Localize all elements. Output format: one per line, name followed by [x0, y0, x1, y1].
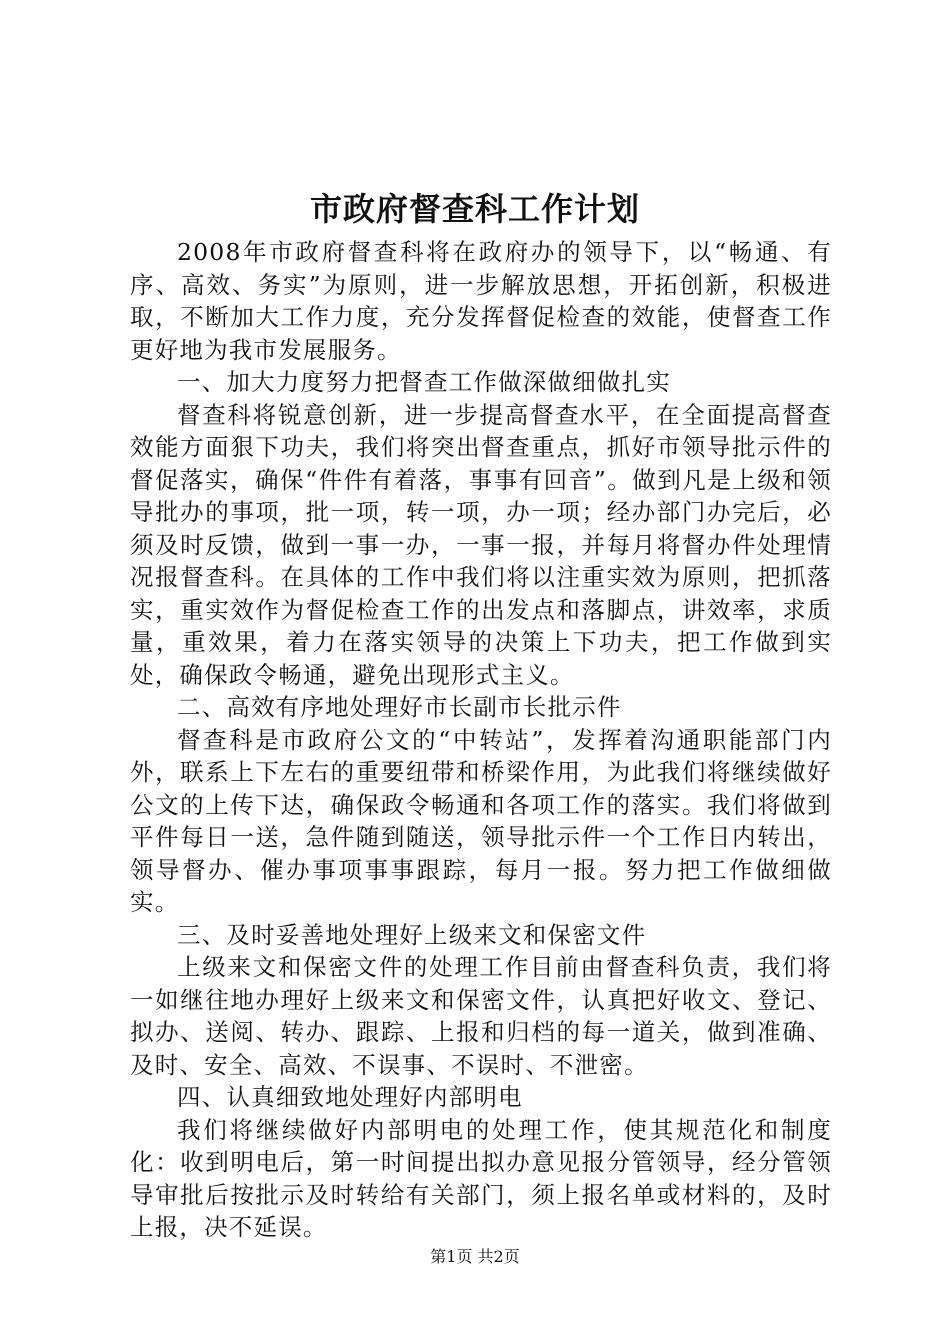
- page-number-footer: 第1页 共2页: [430, 1247, 520, 1266]
- intro-paragraph: 2008年市政府督查科将在政府办的领导下，以“畅通、有序、高效、务实”为原则，进一步解放思想，开拓创新，积极进取，不断加大工作力度，充分发挥督促检查的效能，使督查工作更好地为我市发展服务。: [130, 238, 832, 364]
- document-body: [130, 236, 832, 1244]
- section-paragraph-2: 督查科是市政府公文的“中转站”，发挥着沟通职能部门内外，联系上下左右的重要纽带和桥梁作用，为此我们将继续做好公文的上传下达，确保政令畅通和各项工作的落实。我们将做到平件每日一送，急件随到随送，领导批示件一个工作日内转出，领导督办、催办事项事事跟踪，每月一报。努力把工作做细做实。: [130, 725, 832, 916]
- section-heading-1: 一、加大力度努力把督查工作做深做细做扎实: [177, 368, 671, 396]
- section-paragraph-4: 我们将继续做好内部明电的处理工作，使其规范化和制度化：收到明电后，第一时间提出拟办意见报分管领导，经分管领导审批后按批示及时转给有关部门，须上报名单或材料的，及时上报，决不延误。: [130, 1115, 832, 1241]
- section-paragraph-1: 督查科将锐意创新，进一步提高督查水平，在全面提高督查效能方面狠下功夫，我们将突出督查重点，抓好市领导批示件的督促落实，确保“件件有着落，事事有回音”。做到凡是上级和领导批办的事项，批一项，转一项，办一项；经办部门办完后，必须及时反馈，做到一事一办，一事一报，并每月将督办件处理情况报督查科。在具体的工作中我们将以注重实效为原则，把抓落实，重实效作为督促检查工作的出发点和落脚点，讲效率，求质量，重效果，着力在落实领导的决策上下功夫，把工作做到实处，确保政令畅通，避免出现形式主义。: [130, 400, 832, 689]
- document-title: 市政府督查科工作计划: [309, 190, 640, 228]
- section-heading-3: 三、及时妥善地处理好上级来文和保密文件: [177, 920, 647, 949]
- section-heading-4: 四、认真细致地处理好内部明电: [177, 1083, 523, 1111]
- section-heading-2: 二、高效有序地处理好市长副市长批示件: [177, 693, 622, 721]
- section-paragraph-3: 上级来文和保密文件的处理工作目前由督查科负责，我们将一如继往地办理好上级来文和保密文件，认真把好收文、登记、拟办、送阅、转办、跟踪、上报和归档的每一道关，做到准确、及时、安全、高效、不误事、不误时、不泄密。: [130, 953, 832, 1079]
